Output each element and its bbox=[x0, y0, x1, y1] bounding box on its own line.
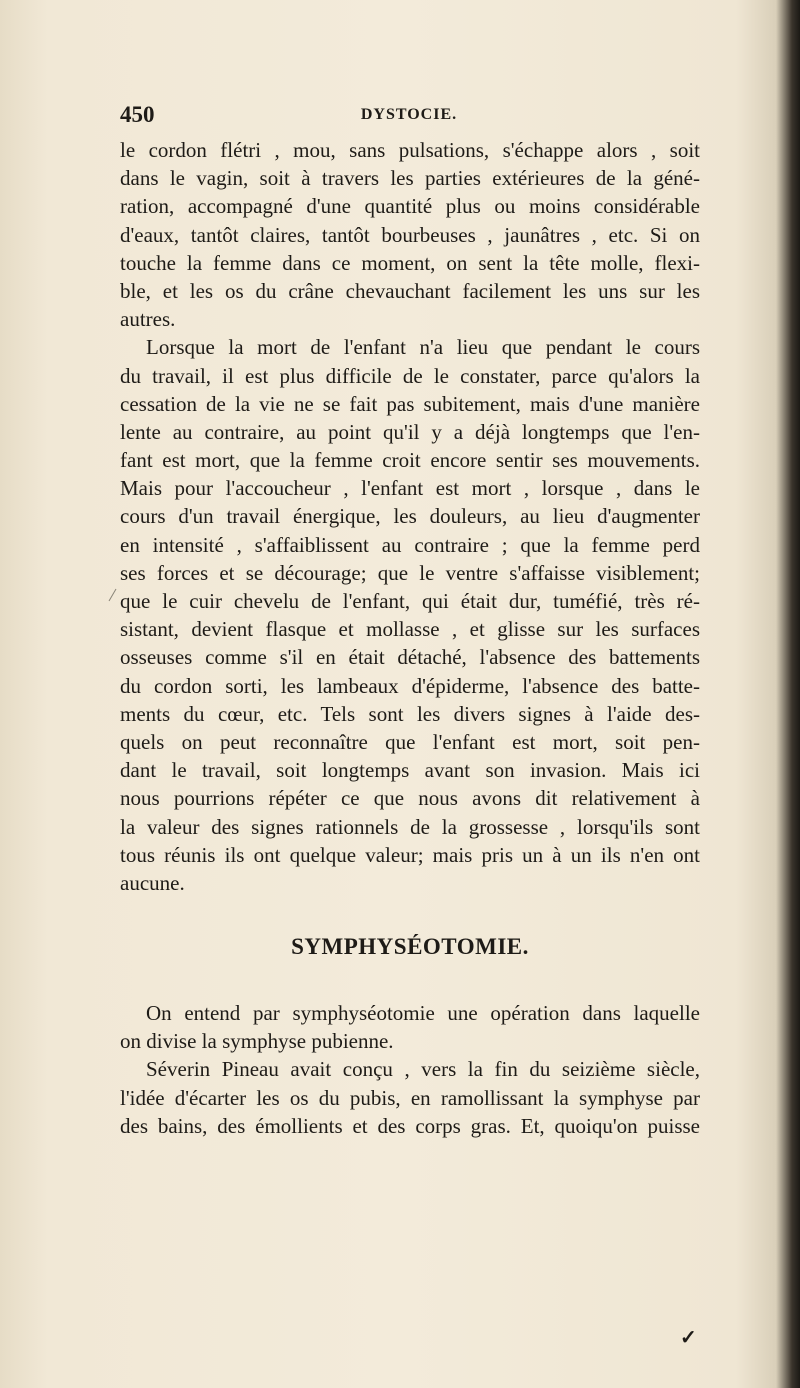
text-line: osseuses comme s'il en était détaché, l'absence des battements bbox=[120, 645, 700, 670]
page-header bbox=[120, 102, 698, 130]
text-line: nous pourrions répéter ce que nous avons dit relativement à bbox=[120, 786, 700, 811]
running-head: DYSTOCIE. bbox=[360, 106, 458, 123]
text-line: dant le travail, soit longtemps avant son invasion. Mais ici bbox=[120, 758, 700, 783]
text-line: ble, et les os du crâne chevauchant facilement les uns sur les bbox=[120, 278, 700, 303]
paragraph-4 bbox=[120, 1055, 700, 1140]
paragraph-2 bbox=[120, 333, 700, 897]
text-line: en intensité , s'affaiblissent au contraire ; que la femme perd bbox=[120, 532, 700, 557]
text-line: lente au contraire, au point qu'il y a déjà longtemps que l'en- bbox=[120, 419, 700, 444]
text-line: que le cuir chevelu de l'enfant, qui était dur, tuméfié, très ré- bbox=[120, 589, 700, 613]
paragraph-1 bbox=[120, 136, 700, 333]
text-line: l'idée d'écarter les os du pubis, en ramollissant la symphyse par bbox=[120, 1085, 700, 1110]
text-line: On entend par symphyséotomie une opération dans laquelle bbox=[146, 1001, 700, 1026]
text-line: ses forces et se décourage; que le ventre s'affaisse visiblement; bbox=[120, 560, 700, 585]
text-line: quels on peut reconnaître que l'enfant est mort, soit pen- bbox=[120, 729, 700, 754]
text-line: dans le vagin, soit à travers les parties extérieures de la géné- bbox=[120, 166, 700, 191]
paragraph-3 bbox=[120, 999, 700, 1055]
text-line: des bains, des émollients et des corps gras. Et, quoiqu'on puisse bbox=[120, 1113, 700, 1138]
text-line: Lorsque la mort de l'enfant n'a lieu que pendant le cours bbox=[146, 335, 700, 360]
text-line: cours d'un travail énergique, les douleurs, au lieu d'augmenter bbox=[120, 504, 700, 529]
margin-pencil-mark bbox=[109, 589, 117, 602]
text-line: d'eaux, tantôt claires, tantôt bourbeuses , jaunâtres , etc. Si on bbox=[120, 222, 700, 247]
text-line: Séverin Pineau avait conçu , vers la fin du seizième siècle, bbox=[146, 1057, 700, 1082]
text-line: du cordon sorti, les lambeaux d'épiderme, l'absence des batte- bbox=[120, 673, 700, 698]
text-line: aucune. bbox=[120, 870, 185, 895]
text-line: touche la femme dans ce moment, on sent la tête molle, flexi- bbox=[120, 250, 700, 275]
text-line: ments du cœur, etc. Tels sont les divers signes à l'aide des- bbox=[120, 701, 700, 726]
page-number: 450 bbox=[120, 102, 155, 127]
text-line: du travail, il est plus difficile de le constater, parce qu'alors la bbox=[120, 363, 700, 388]
footer-ink-mark: ✓ bbox=[680, 1327, 697, 1349]
text-line: on divise la symphyse pubienne. bbox=[120, 1029, 394, 1054]
text-line: autres. bbox=[120, 307, 176, 332]
text-line: ration, accompagné d'une quantité plus ou moins considérable bbox=[120, 194, 700, 219]
text-line: la valeur des signes rationnels de la grossesse , lorsqu'ils sont bbox=[120, 814, 700, 839]
section-title: SYMPHYSÉOTOMIE. bbox=[291, 934, 529, 960]
text-line: cessation de la vie ne se fait pas subitement, mais d'une manière bbox=[120, 391, 700, 416]
text-line: Mais pour l'accoucheur , l'enfant est mort , lorsque , dans le bbox=[120, 476, 700, 501]
text-line: sistant, devient flasque et mollasse , et glisse sur les surfaces bbox=[120, 617, 700, 642]
text-line: le cordon flétri , mou, sans pulsations, s'échappe alors , soit bbox=[120, 138, 700, 162]
body-text bbox=[120, 136, 700, 1140]
text-line: tous réunis ils ont quelque valeur; mais pris un à un ils n'en ont bbox=[120, 842, 700, 867]
text-line: fant est mort, que la femme croit encore sentir ses mouvements. bbox=[120, 448, 700, 473]
